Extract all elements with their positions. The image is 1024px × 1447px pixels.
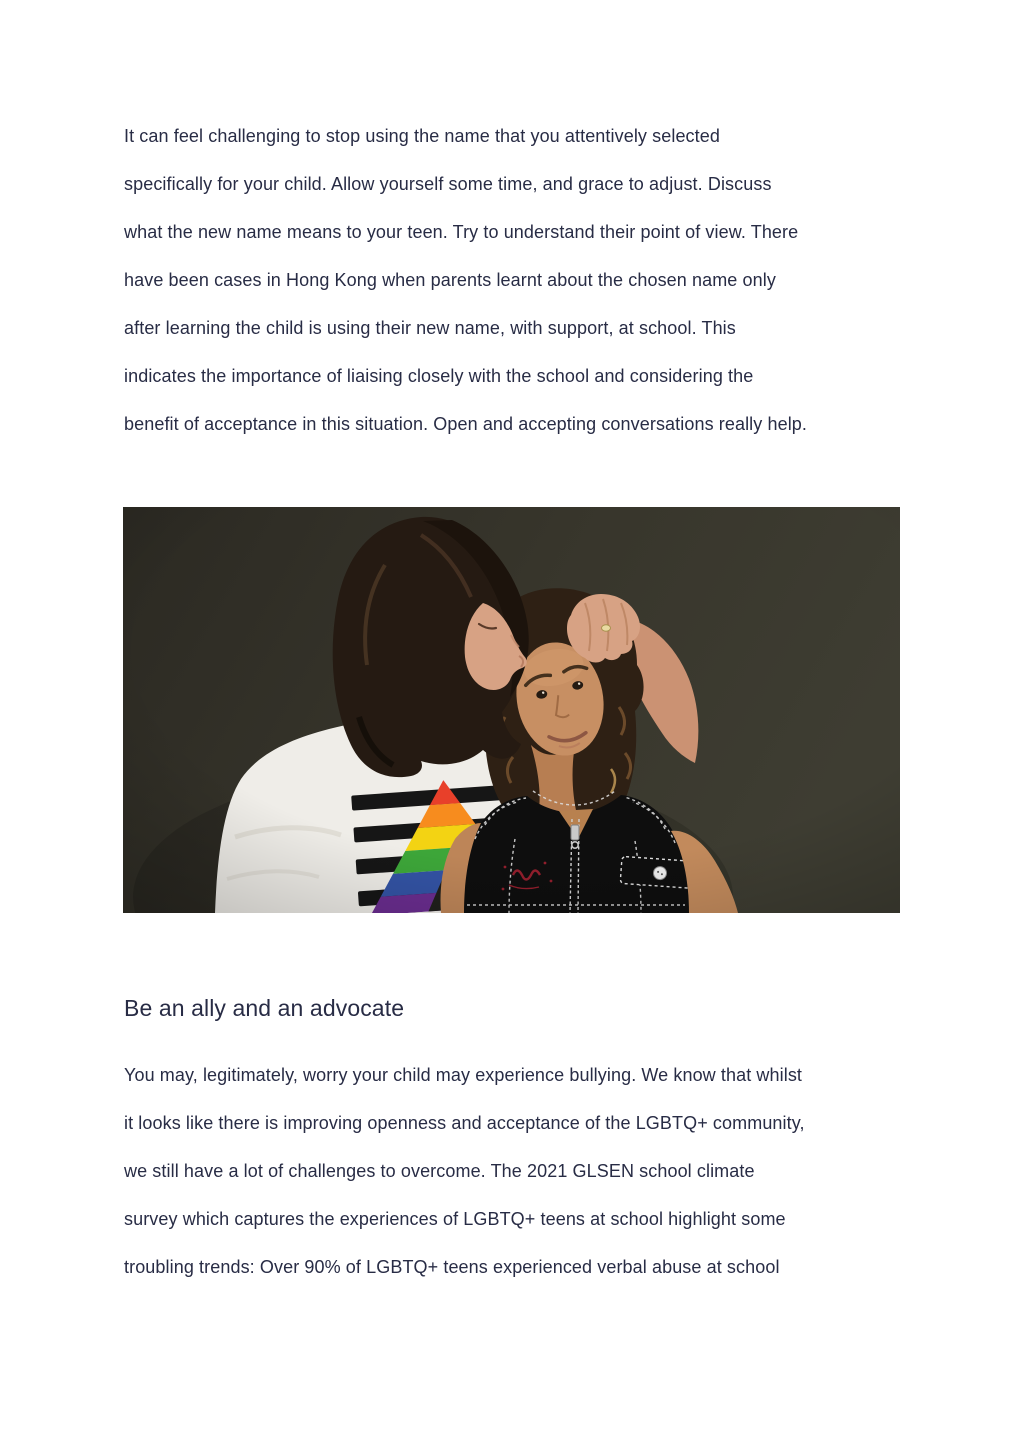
paragraph-2 (124, 1051, 805, 1291)
text-line: specifically for your child. Allow yourself some time, and grace to adjust. Discuss (124, 174, 772, 194)
text-line: have been cases in Hong Kong when parents learnt about the chosen name only (124, 270, 776, 290)
text-line: You may, legitimately, worry your child may experience bullying. We know that whilst (124, 1065, 803, 1085)
ally-photo-illustration (123, 507, 900, 913)
text-line: it looks like there is improving openness and acceptance of the LGBTQ+ community, (124, 1113, 805, 1133)
paragraph-1 (124, 112, 807, 448)
text-line: we still have a lot of challenges to overcome. The 2021 GLSEN school climate (124, 1161, 755, 1181)
text-line: benefit of acceptance in this situation. Open and accepting conversations really help. (124, 414, 808, 434)
text-line: It can feel challenging to stop using the name that you attentively selected (124, 126, 720, 146)
section-heading: Be an ally and an advocate (124, 995, 405, 1021)
text-line: after learning the child is using their new name, with support, at school. This (124, 318, 736, 338)
text-line: what the new name means to your teen. Try to understand their point of view. There (124, 222, 799, 242)
ally-photo (123, 507, 900, 913)
text-line: survey which captures the experiences of LGBTQ+ teens at school highlight some (124, 1209, 786, 1229)
text-line: indicates the importance of liaising closely with the school and considering the (124, 366, 754, 386)
text-line: troubling trends: Over 90% of LGBTQ+ teens experienced verbal abuse at school (124, 1257, 780, 1277)
